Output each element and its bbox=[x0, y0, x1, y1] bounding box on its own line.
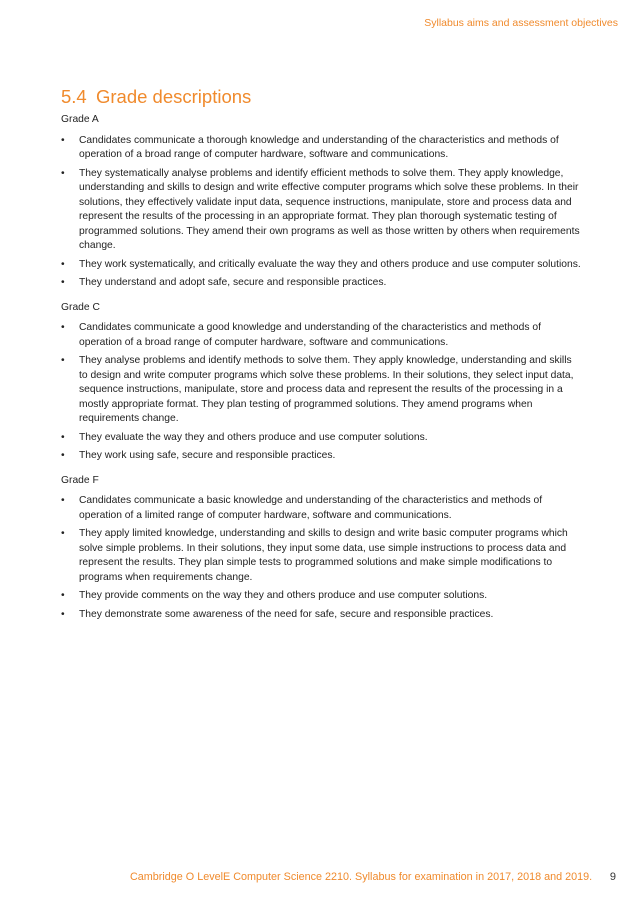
bullet-icon: • bbox=[61, 134, 65, 146]
footer-text: Cambridge O LevelE Computer Science 2210. Syllabus for examination in 2017, 2018 and 2019. bbox=[130, 871, 593, 883]
list-item bbox=[61, 354, 581, 427]
list-item-text: They analyse problems and identify methods to solve them. They apply knowledge, understanding and skills to design and write computer programs which solve these problems. In their solutions, they select input data, sequence instructions, manipulate, store and process data and represent the results of the processing in a mostly appropriate format. They plan testing of programmed solutions. They amend programs when requirements change. bbox=[79, 355, 574, 424]
list-item bbox=[61, 589, 581, 604]
list-item bbox=[61, 494, 581, 523]
bullet-icon: • bbox=[61, 167, 65, 179]
list-item-text: They provide comments on the way they and others produce and use computer solutions. bbox=[79, 590, 488, 601]
list-item bbox=[61, 527, 581, 585]
bullet-icon: • bbox=[61, 322, 65, 333]
grade-f-block bbox=[61, 474, 581, 623]
section-title-text: Grade descriptions bbox=[96, 86, 252, 107]
list-item-text: They demonstrate some awareness of the need for safe, secure and responsible practices. bbox=[79, 608, 494, 620]
bullet-icon: • bbox=[61, 450, 65, 461]
bullet-icon: • bbox=[61, 355, 65, 366]
list-item-text: They work using safe, secure and responsible practices. bbox=[79, 450, 336, 461]
grade-a-heading: Grade A bbox=[61, 114, 99, 125]
list-item-text: Candidates communicate a thorough knowledge and understanding of the characteristics and methods of operation of a broad range of computer hardware, software and communications. bbox=[79, 134, 559, 160]
grade-c-heading: Grade C bbox=[61, 301, 100, 313]
grade-f-list bbox=[61, 494, 581, 622]
list-item bbox=[61, 258, 581, 273]
list-item-text: Candidates communicate a good knowledge and understanding of the characteristics and methods of operation of a broad range of computer hardware, software and communications. bbox=[79, 322, 541, 348]
list-item bbox=[61, 449, 581, 464]
list-item-text: They understand and adopt safe, secure and responsible practices. bbox=[79, 277, 387, 288]
grade-descriptions bbox=[61, 113, 581, 632]
bullet-icon: • bbox=[61, 608, 65, 620]
list-item bbox=[61, 431, 581, 446]
list-item bbox=[61, 134, 581, 163]
grade-c-list bbox=[61, 321, 581, 464]
grade-a-list bbox=[61, 134, 581, 291]
list-item-text: They work systematically, and critically evaluate the way they and others produce and use computer solutions. bbox=[79, 258, 581, 270]
bullet-icon: • bbox=[61, 495, 65, 506]
bullet-icon: • bbox=[61, 590, 65, 601]
list-item-text: Candidates communicate a basic knowledge and understanding of the characteristics and methods of operation of a limited range of computer hardware, software and communications. bbox=[79, 495, 543, 521]
grade-a-block bbox=[61, 113, 581, 291]
bullet-icon: • bbox=[61, 258, 65, 270]
page-number: 9 bbox=[609, 871, 616, 883]
section-number: 5.4 bbox=[61, 86, 87, 107]
section-title bbox=[61, 86, 251, 108]
bullet-icon: • bbox=[61, 431, 65, 443]
list-item bbox=[61, 608, 581, 623]
list-item-text: They systematically analyse problems and identify efficient methods to solve them. They apply knowledge, understanding and skills to design and write effective computer programs which solve these problems. In their solutions, they effectively validate input data, sequence instructions, manipulate, store and process data and represent the results of the processing in an appropriate format. They plan thorough systematic testing of programmed solutions. They amend their own programs as well as those written by others when requirements change. bbox=[79, 167, 580, 251]
list-item-text: They evaluate the way they and others produce and use computer solutions. bbox=[79, 431, 428, 443]
list-item bbox=[61, 321, 581, 350]
grade-c-block bbox=[61, 301, 581, 464]
bullet-icon: • bbox=[61, 528, 65, 539]
running-header: Syllabus aims and assessment objectives bbox=[424, 17, 618, 29]
list-item-text: They apply limited knowledge, understanding and skills to design and write basic computer programs which solve simple problems. In their solutions, they input some data, use simple instructions to process data and represent the results. They plan simple tests to programmed solutions and make simple modifications to programs when requirements change. bbox=[79, 528, 568, 583]
list-item bbox=[61, 167, 581, 254]
list-item bbox=[61, 276, 581, 291]
grade-f-heading: Grade F bbox=[61, 474, 99, 486]
bullet-icon: • bbox=[61, 277, 65, 288]
